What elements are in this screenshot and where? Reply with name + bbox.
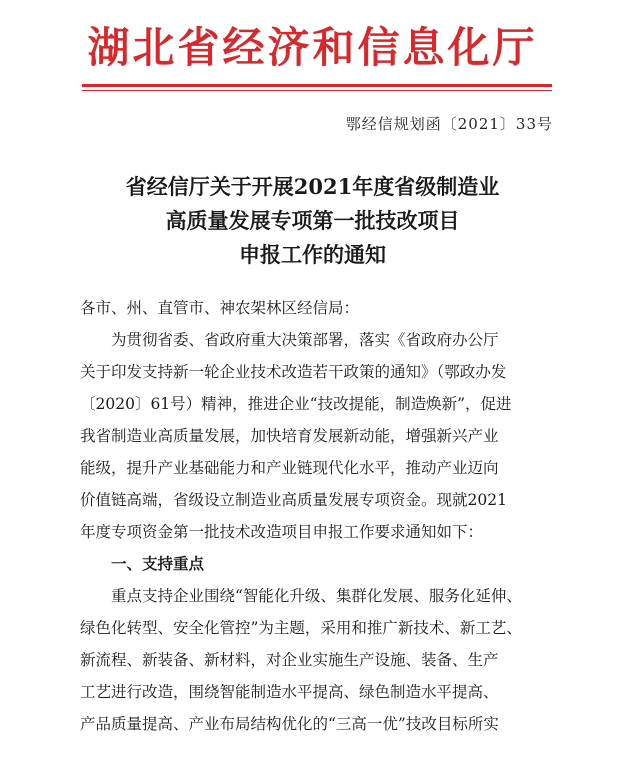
letterhead-red-rule-thick (82, 84, 552, 87)
paragraph-line: 关于印发支持新一轮企业技术改造若干政策的通知》（鄂政办发 (80, 363, 507, 381)
paragraph-line: 年度专项资金第一批技术改造项目申报工作要求通知如下： (80, 523, 484, 541)
paragraph-line: 价值链高端，省级设立制造业高质量发展专项资金。现就2021 (80, 491, 507, 509)
paragraph-line: 〔2020〕61号）精神，推进企业“技改提能，制造焕新”，促进 (80, 395, 512, 413)
org-letterhead-title: 湖北省经济和信息化厅 (87, 23, 538, 72)
paragraph-line: 为贯彻省委、省政府重大决策部署，落实《省政府办公厅 (111, 331, 499, 349)
document-number: 鄂经信规划函〔2021〕33号 (345, 115, 553, 133)
document-title (0, 170, 625, 272)
title-line-2: 高质量发展专项第一批技改项目 (165, 208, 460, 233)
paragraph-line: 能级，提升产业基础能力和产业链现代化水平，推动产业迈向 (80, 459, 499, 477)
letterhead-red-rule-thin (82, 90, 552, 91)
salutation: 各市、州、直管市、神农架林区经信局： (80, 299, 360, 317)
document-body (80, 292, 560, 740)
paragraph-line: 我省制造业高质量发展，加快培育发展新动能，增强新兴产业 (80, 427, 499, 445)
paragraph-line: 绿色化转型、安全化管控”为主题，采用和推广新技术、新工艺、 (80, 619, 522, 637)
paragraph-line: 新流程、新装备、新材料，对企业实施生产设施、装备、生产 (80, 651, 499, 669)
title-line-1: 省经信厅关于开展2021年度省级制造业 (125, 174, 500, 199)
paragraph-line: 重点支持企业围绕“智能化升级、集群化发展、服务化延伸、 (111, 587, 522, 605)
section-heading: 一、支持重点 (111, 554, 205, 573)
title-line-3: 申报工作的通知 (239, 242, 386, 267)
paragraph-line: 产品质量提高、产业布局结构优化的“三高一优”技改目标所实 (80, 715, 499, 733)
paragraph-line: 工艺进行改造，围绕智能制造水平提高、绿色制造水平提高、 (80, 683, 499, 701)
